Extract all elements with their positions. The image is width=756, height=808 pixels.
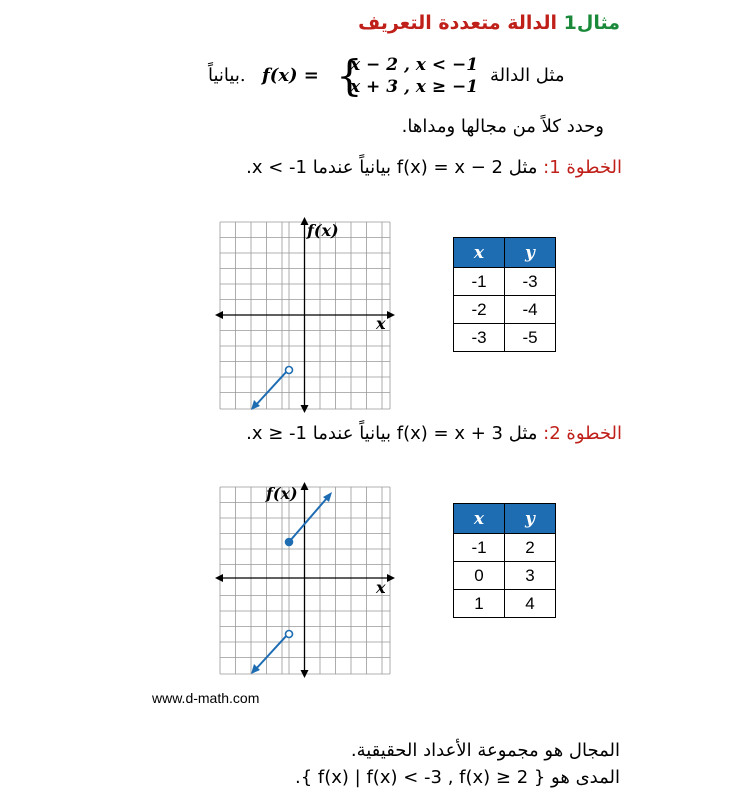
step1-text: مثل f(x) = x − 2 بيانياً عندما x < -1. [246, 157, 538, 178]
graph2-axes [215, 482, 395, 678]
example-title: الدالة متعددة التعريف [358, 12, 557, 34]
piecewise-cases [350, 54, 478, 98]
instruction: وحدد كلاً من مجالها ومداها. [401, 116, 604, 137]
table1-cell: -4 [505, 296, 556, 324]
graph1-line-segment [255, 370, 288, 406]
example-number: مثال1 [563, 12, 620, 34]
graph2-lower-segment [255, 634, 288, 670]
table2-header-y: y [505, 504, 556, 534]
step2-text: مثل f(x) = x + 3 بيانياً عندما x ≥ -1. [246, 423, 538, 444]
table-row [454, 534, 556, 562]
graph1-x-label: x [376, 314, 386, 333]
piece-1: x − 2 , x < −1 [350, 55, 479, 75]
table-row [454, 590, 556, 618]
graph2-closed-point [286, 539, 293, 546]
table2-cell: -1 [454, 534, 505, 562]
table2-cell: 0 [454, 562, 505, 590]
table-row [454, 324, 556, 352]
table-row [454, 562, 556, 590]
graph-1 [212, 216, 398, 414]
table2-header-x: x [454, 504, 505, 534]
graph2-x-label: x [376, 578, 386, 597]
page-title [358, 12, 620, 34]
step1-line [246, 157, 622, 178]
table2-cell: 2 [505, 534, 556, 562]
graph1-open-point [286, 367, 293, 374]
table-row [454, 268, 556, 296]
step2-label: الخطوة 2: [543, 423, 622, 444]
graph1-axes [215, 217, 395, 413]
table1-cell: -1 [454, 268, 505, 296]
table-2 [453, 503, 556, 618]
table1-cell: -3 [454, 324, 505, 352]
intro-eq: f(x) = [262, 65, 319, 86]
intro-line [208, 51, 608, 100]
graph2-open-point [286, 631, 293, 638]
table-row [454, 296, 556, 324]
graph2-fx-label: f(x) [266, 484, 298, 503]
step2-line [246, 423, 622, 444]
website-link[interactable]: www.d-math.com [152, 690, 260, 706]
table2-cell: 1 [454, 590, 505, 618]
table1-header-x: x [454, 238, 505, 268]
table2-cell: 4 [505, 590, 556, 618]
table1-cell: -2 [454, 296, 505, 324]
range-statement: المدى هو { f(x) | f(x) < -3 , f(x) ≥ 2 }. [295, 767, 620, 788]
graph1-fx-label: f(x) [307, 221, 339, 240]
brace: { [336, 51, 363, 100]
table2-cell: 3 [505, 562, 556, 590]
domain-statement: المجال هو مجموعة الأعداد الحقيقية. [350, 740, 620, 761]
table-1 [453, 237, 556, 352]
table1-cell: -3 [505, 268, 556, 296]
table1-header-y: y [505, 238, 556, 268]
intro-tail: بيانياً. [208, 65, 246, 86]
graph-2 [212, 481, 398, 679]
graph2-upper-segment [289, 498, 327, 542]
intro-lead: مثل الدالة [490, 65, 565, 86]
piece-2: x + 3 , x ≥ −1 [350, 77, 479, 97]
table1-cell: -5 [505, 324, 556, 352]
step1-label: الخطوة 1: [543, 157, 622, 178]
